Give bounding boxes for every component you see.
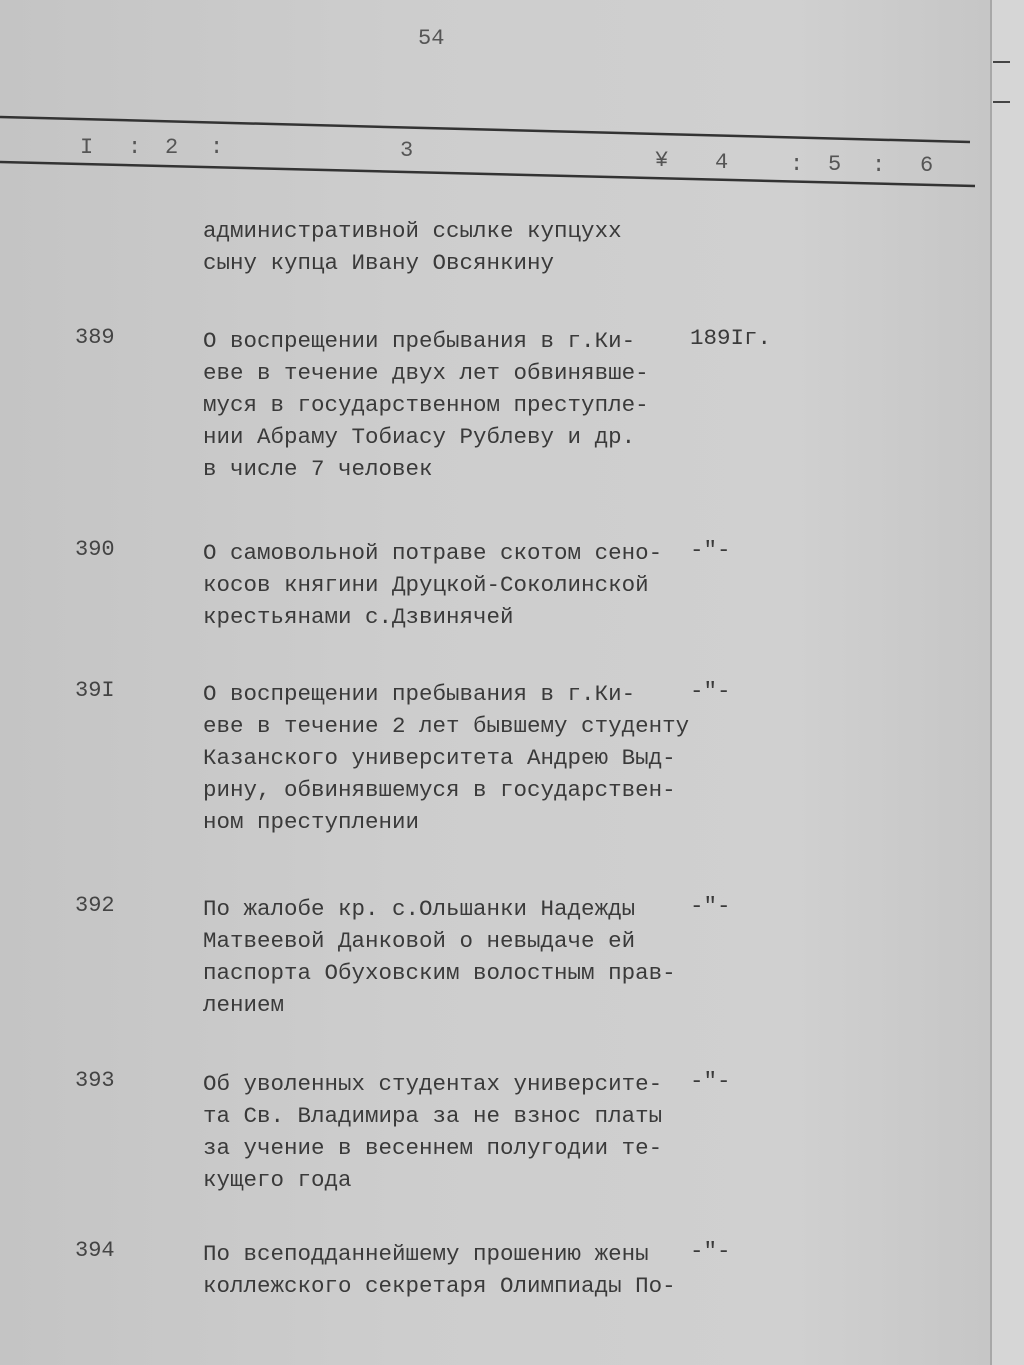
- text-line: муся в государственном преступле-: [203, 392, 649, 418]
- entry-number: 39I: [75, 678, 115, 703]
- text-line: за учение в весеннем полугодии те-: [203, 1135, 663, 1161]
- text-line: О воспрещении пребывания в г.Ки-: [203, 328, 636, 354]
- text-line: административной ссылке купцухх: [203, 218, 622, 244]
- entry-date: -"-: [690, 678, 731, 704]
- entry-text: [203, 215, 622, 279]
- column-header: 4: [715, 150, 729, 175]
- entry-date: -"-: [690, 537, 731, 563]
- page-edge: [990, 0, 1024, 1365]
- entry-text: [203, 678, 689, 838]
- entry-number: 394: [75, 1238, 115, 1263]
- text-line: та Св. Владимира за не взнос платы: [203, 1103, 663, 1129]
- column-header: :: [790, 152, 804, 177]
- column-header: 6: [920, 153, 934, 178]
- entry-date: -"-: [690, 1068, 731, 1094]
- column-header: 3: [400, 138, 414, 163]
- entry-text: [203, 893, 676, 1021]
- text-line: в числе 7 человек: [203, 456, 433, 482]
- text-line: сыну купца Ивану Овсянкину: [203, 250, 555, 276]
- entry-date: -"-: [690, 893, 731, 919]
- entry-number: 392: [75, 893, 115, 918]
- entry-number: 389: [75, 325, 115, 350]
- text-line: По жалобе кр. с.Ольшанки Надежды: [203, 896, 636, 922]
- entry-date: 189Iг.: [690, 325, 772, 351]
- text-line: Об уволенных студентах университе-: [203, 1071, 663, 1097]
- text-line: лением: [203, 992, 285, 1018]
- header-rules: [0, 0, 1024, 200]
- text-line: О воспрещении пребывания в г.Ки-: [203, 681, 636, 707]
- entry-number: 390: [75, 537, 115, 562]
- text-line: паспорта Обуховским волостным прав-: [203, 960, 676, 986]
- text-line: еве в течение двух лет обвинявше-: [203, 360, 649, 386]
- column-header: ¥: [655, 148, 669, 173]
- header-rule-top: [0, 117, 970, 142]
- column-header: :: [210, 135, 224, 160]
- entry-text: [203, 1238, 676, 1302]
- page-number: 54: [418, 26, 445, 51]
- entry-date: -"-: [690, 1238, 731, 1264]
- entry-number: 393: [75, 1068, 115, 1093]
- text-line: Матвеевой Данковой о невыдаче ей: [203, 928, 636, 954]
- column-header: :: [128, 135, 142, 160]
- text-line: косов княгини Друцкой-Соколинской: [203, 572, 649, 598]
- text-line: рину, обвинявшемуся в государствен-: [203, 777, 676, 803]
- text-line: еве в течение 2 лет бывшему студенту: [203, 713, 690, 739]
- column-header: :: [872, 153, 886, 178]
- text-line: О самовольной потраве скотом сено-: [203, 540, 663, 566]
- text-line: крестьянами с.Дзвинячей: [203, 604, 514, 630]
- text-line: коллежского секретаря Олимпиады По-: [203, 1273, 676, 1299]
- text-line: ном преступлении: [203, 809, 420, 835]
- entry-text: [203, 537, 662, 633]
- text-line: По всеподданнейшему прошению жены: [203, 1241, 649, 1267]
- entry-text: [203, 1068, 662, 1196]
- column-header: 5: [828, 152, 842, 177]
- text-line: кущего года: [203, 1167, 352, 1193]
- column-header: I: [80, 135, 94, 160]
- column-header: 2: [165, 135, 179, 160]
- entry-text: [203, 325, 649, 485]
- text-line: нии Абраму Тобиасу Рублеву и др.: [203, 424, 636, 450]
- text-line: Казанского университета Андрею Выд-: [203, 745, 676, 771]
